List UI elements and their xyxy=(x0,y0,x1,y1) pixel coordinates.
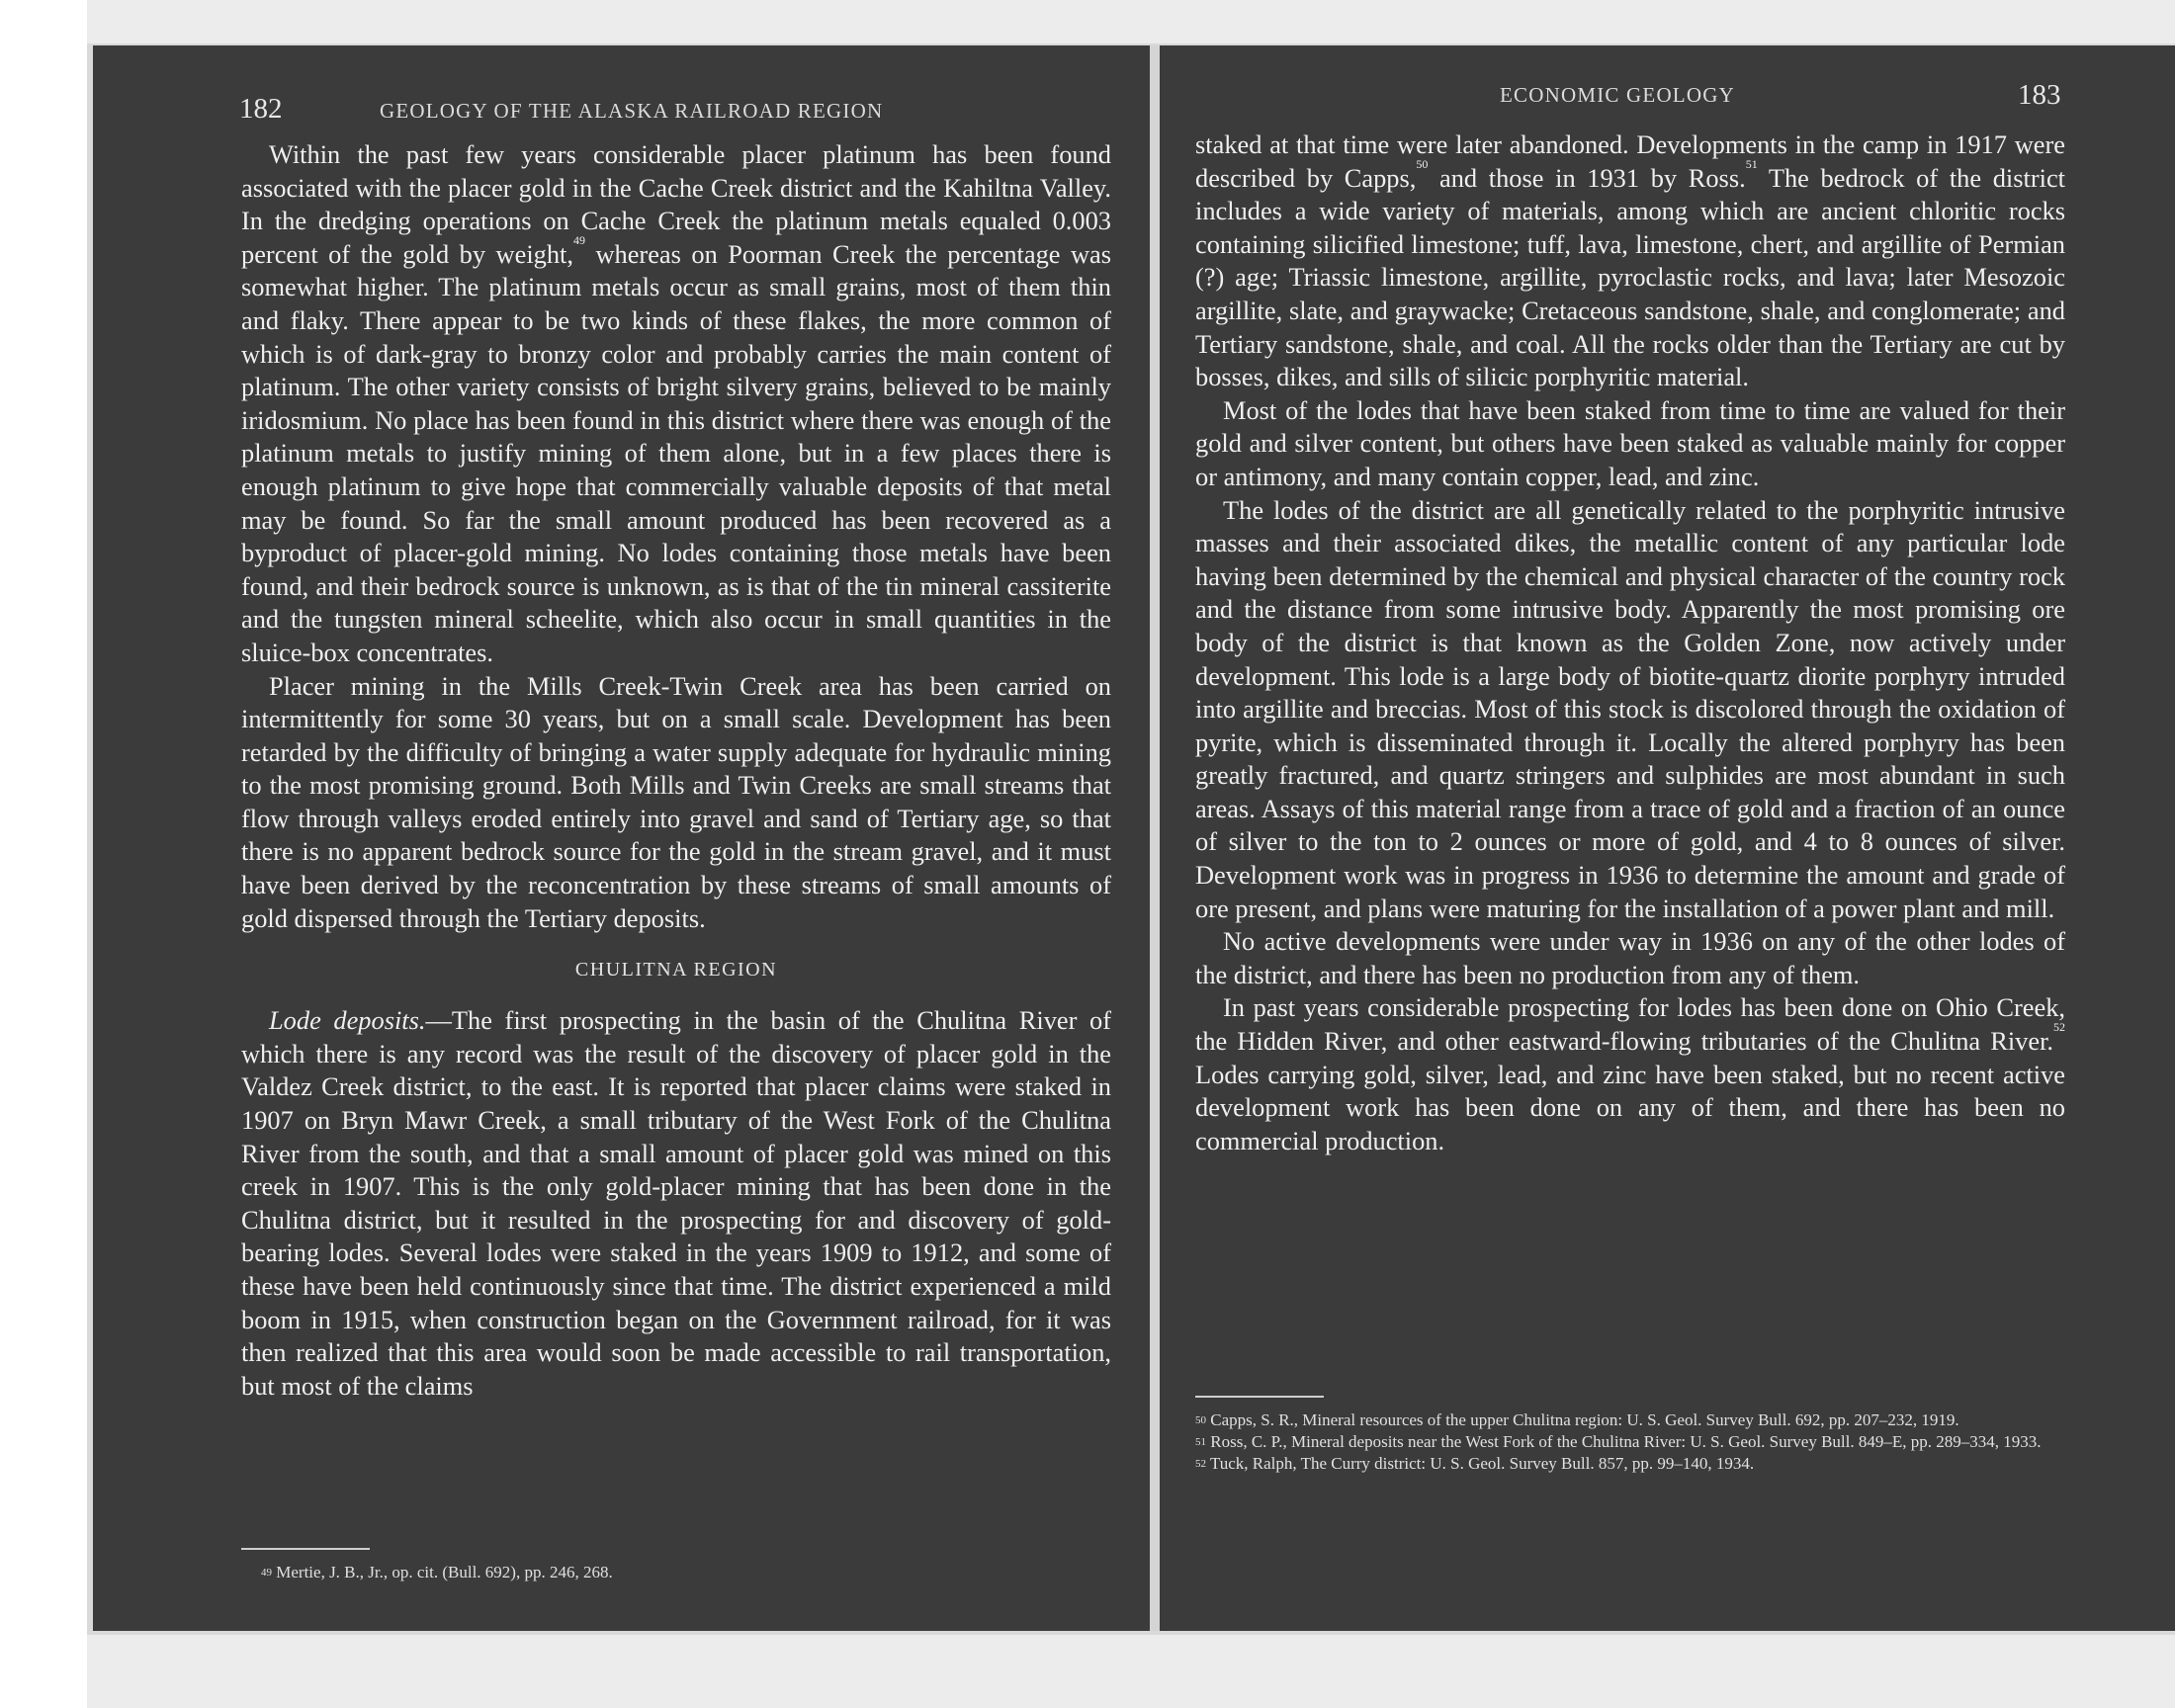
left-page xyxy=(93,45,1150,1631)
left-page-number: 182 xyxy=(239,93,283,125)
left-running-head: GEOLOGY OF THE ALASKA RAILROAD REGION xyxy=(380,99,884,123)
paragraph-no-active: No active developments were under way in 1936 on any of the other lodes of the district, and there has been no production from any of them. xyxy=(1195,926,2065,989)
section-heading: CHULITNA REGION xyxy=(574,959,778,982)
paragraph-lode-deposits: Lode deposits.—The first prospecting in the basin of the Chulitna River of which there is any record was the result of the discovery of placer gold in the Valdez Creek district, to the east. It is reported that placer claims were staked in 1907 on Bryn Mawr Creek, a small tributary of the West Fork of the Chulitna River from the south, and that a small amount of placer gold was mined on this creek in 1907. This is the only gold-placer mining that has been done in the Chulitna district, but it resulted in the prospecting for and discovery of gold-bearing lodes. Several lodes were staked in the years 1909 to 1912, and some of these have been held continuously since that time. The district experienced a mild boom in 1915, when construction began on the Government railroad, for it was then realized that this area would soon be made accessible to rail transportation, but most of the claims xyxy=(241,1005,1112,1401)
paragraph-lodes-valued: Most of the lodes that have been staked from time to time are valued for their gold and silver content, but others have been staked as valuable mainly for copper or antimony, and many contain copper, lead, and zinc. xyxy=(1195,394,2065,491)
footnote-51: $^{51}$ Ross, C. P., Mineral deposits near the West Fork of the Chulitna River: U. S. Geol. Survey Bull. 849–E, pp. 289–334, 1933. xyxy=(1195,1432,2042,1451)
right-body xyxy=(1195,128,2065,1157)
right-page-number: 183 xyxy=(2018,79,2061,111)
footnote-49: $^{49}$ Mertie, J. B., Jr., op. cit. (Bull. 692), pp. 246, 268. xyxy=(261,1563,613,1581)
paragraph-golden-zone: The lodes of the district are all genetically related to the porphyritic intrusive masses and their associated dikes, the metallic content of any particular lode having been determined by the chemical and physical character of the country rock and the distance from some intrusive body. Apparently the most promising ore body of the district is that known as the Golden Zone, now actively under development. This lode is a large body of biotite-quartz diorite porphyry intruded into argillite and breccias. Most of this stock is discolored through the oxidation of pyrite, which is disseminated through it. Locally the altered porphyry has been greatly fractured, and quartz stringers and sulphides are most abundant in such areas. Assays of this material range from a trace of gold and a fraction of an ounce of silver to the ton to 2 ounces or more of gold, and 4 to 8 ounces of silver. Development work was in progress in 1936 to determine the amount and grade of ore present, and plans were maturing for the installation of a power plant and mill. xyxy=(1195,494,2065,923)
page-gutter xyxy=(1150,45,1160,1631)
paragraph-platinum: Within the past few years considerable placer platinum has been found associated with the placer gold in the Cache Creek district and the Kahiltna Valley. In the dredging operations on Cache Creek the platinum metals equaled 0.003 percent of the gold by weight,$^{49}$ whereas on Poorman Creek the percentage was somewhat higher. The platinum metals occur as small grains, most of them thin and flaky. There appear to be two kinds of these flakes, the more common of which is of dark-gray to bronzy color and probably carries the main content of platinum. The other variety consists of bright silvery grains, believed to be mainly iridosmium. No place has been found in this district where there was enough of the platinum metals to justify mining of them alone, but in a few places there is enough platinum to give hope that commercially valuable deposits of that metal may be found. So far the small amount produced has been recovered as a byproduct of placer-gold mining. No lodes containing those metals have been found, and their bedrock source is unknown, as is that of the tin mineral cassiterite and the tungsten mineral scheelite, which also occur in small quantities in the sluice-box concentrates. xyxy=(241,139,1111,667)
footnote-50: $^{50}$ Capps, S. R., Mineral resources of the upper Chulitna region: U. S. Geol. Survey Bull. 692, pp. 207–232, 1919. xyxy=(1195,1410,1959,1429)
right-running-head: ECONOMIC GEOLOGY xyxy=(1500,83,1735,107)
footnote-rule xyxy=(1195,1396,1324,1398)
footnote-ref-52: 52 xyxy=(2053,1020,2065,1035)
footnote-ref-51: 51 xyxy=(1745,156,1758,171)
paragraph-bedrock: staked at that time were later abandoned. Developments in the camp in 1917 were described by Capps,$^{50}$ and those in 1931 by Ross.$^{51}$ The bedrock of the district includes a wide variety of materials, among which are ancient chloritic rocks containing silicified limestone; tuff, lava, limestone, chert, and argillite of Permian (?) age; Triassic limestone, argillite, pyroclastic rocks, and lava; later Mesozoic argillite, slate, and graywacke; Cretaceous sandstone, shale, and conglomerate; and Tertiary sandstone, shale, and coal. All the rocks older than the Tertiary are cut by bosses, dikes, and sills of silicic porphyritic material. xyxy=(1195,129,2065,392)
footnote-rule xyxy=(241,1548,370,1550)
right-footnotes xyxy=(1195,1409,2065,1475)
left-body xyxy=(241,138,1111,1403)
left-footnotes xyxy=(261,1562,1111,1583)
paragraph-ohio-creek: In past years considerable prospecting for lodes has been done on Ohio Creek, the Hidden River, and other eastward-flowing tributaries of the Chulitna River.$^{52}$ Lodes carrying gold, silver, lead, and zinc have been staked, but no recent active development work has been done on any of them, and there has been no commercial production. xyxy=(1195,992,2065,1155)
paragraph-mills-creek: Placer mining in the Mills Creek-Twin Creek area has been carried on intermittently for some 30 years, but on a small scale. Development has been retarded by the difficulty of bringing a water supply adequate for hydraulic mining to the most promising ground. Both Mills and Twin Creeks are small streams that flow through valleys eroded entirely into gravel and sand of Tertiary age, so that there is no apparent bedrock source for the gold in the stream gravel, and it must have been derived by the reconcentration by these streams of small amounts of gold dispersed through the Tertiary deposits. xyxy=(241,670,1111,933)
footnote-ref-49: 49 xyxy=(572,232,585,247)
right-page xyxy=(1160,45,2175,1631)
footnote-52: $^{52}$ Tuck, Ralph, The Curry district: U. S. Geol. Survey Bull. 857, pp. 99–140, 1934. xyxy=(1195,1454,1755,1473)
lode-deposits-heading: Lode deposits. xyxy=(269,1005,426,1036)
footnote-ref-50: 50 xyxy=(1416,156,1429,171)
